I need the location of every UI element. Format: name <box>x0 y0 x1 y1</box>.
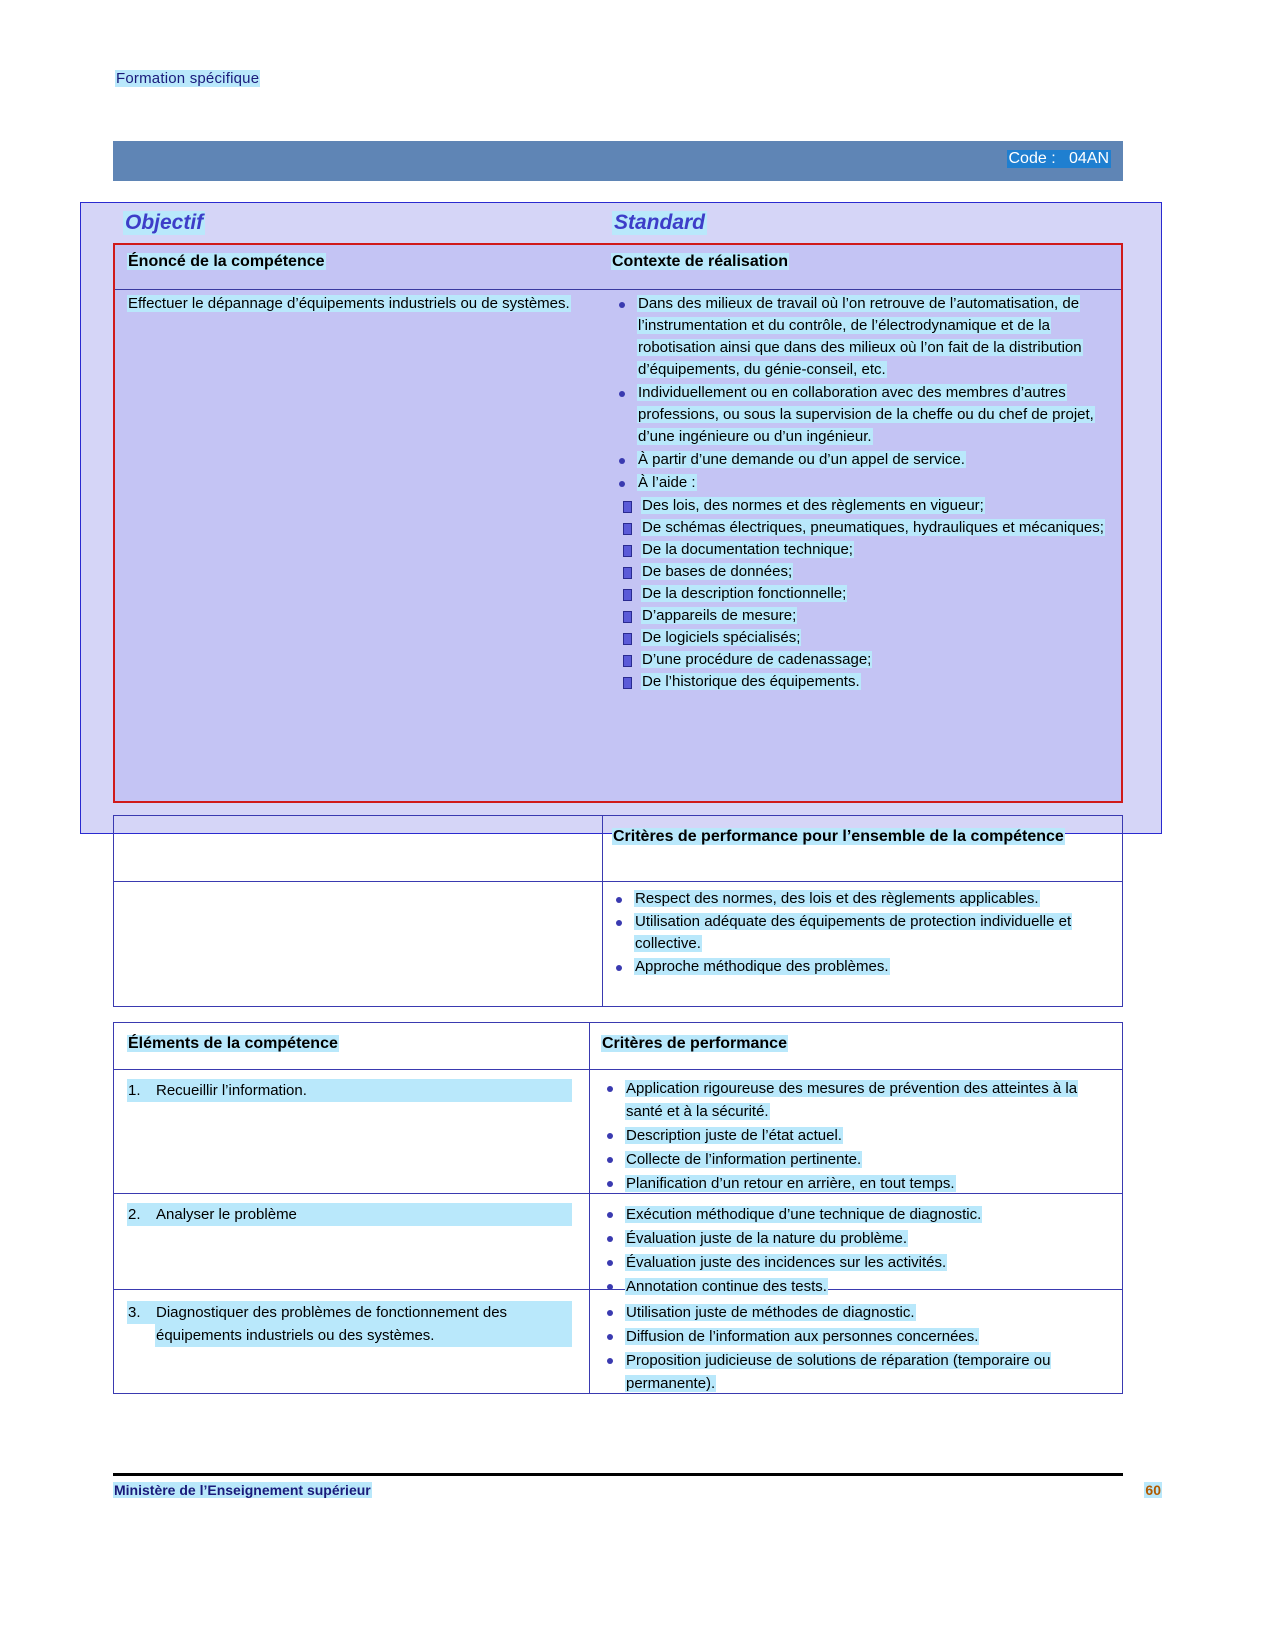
row-divider <box>114 1069 1122 1070</box>
elements-criteres-table <box>113 1022 1123 1394</box>
running-header: Formation spécifique <box>116 70 260 87</box>
list-item: Planification d’un retour en arrière, en tout temps. <box>599 1172 1114 1195</box>
list-item: Collecte de l’information pertinente. <box>599 1148 1114 1171</box>
column-divider <box>589 1023 590 1393</box>
competency-body-row <box>115 285 1121 701</box>
table-row <box>599 1301 1114 1396</box>
heading-objectif: Objectif <box>125 211 204 234</box>
criteres-ensemble-table <box>113 815 1123 1007</box>
list-item: De l’historique des équipements. <box>611 671 1113 693</box>
contexte-header-cell <box>603 245 1121 279</box>
list-item: De logiciels spécialisés; <box>611 627 1113 649</box>
list-item: Exécution méthodique d’une technique de diagnostic. <box>599 1203 1114 1226</box>
contexte-header-label: Contexte de réalisation <box>612 253 789 270</box>
table-row: 1. Recueillir l’information. <box>127 1079 577 1102</box>
criteres-ensemble-list <box>608 888 1113 979</box>
footer-ministry: Ministère de l’Enseignement supérieur <box>114 1482 371 1498</box>
criteres-ensemble-title: Critères de performance pour l’ensemble de la compétence <box>613 828 1064 845</box>
table-row: 3. Diagnostiquer des problèmes de fonctionnement des équipements industriels ou des systèmes. <box>127 1301 577 1347</box>
list-item: Évaluation juste des incidences sur les activités. <box>599 1251 1114 1274</box>
enonce-header-cell <box>115 245 603 279</box>
column-divider <box>602 816 603 1006</box>
list-item: De schémas électriques, pneumatiques, hydrauliques et mécaniques; <box>611 517 1113 539</box>
row-divider <box>114 881 1122 882</box>
elements-header: Éléments de la compétence <box>128 1035 338 1052</box>
list-item: D’une procédure de cadenassage; <box>611 649 1113 671</box>
enonce-header-label: Énoncé de la compétence <box>128 253 325 270</box>
list-item: De bases de données; <box>611 561 1113 583</box>
contexte-cell <box>603 285 1121 701</box>
list-item: Dans des milieux de travail où l’on retrouve de l’automatisation, de l’instrumentation et du contrôle, de l’électrodynamique et de la robotisation ainsi que dans des milieux où l’on fait de la distribution d’équipements, du génie-conseil, etc. <box>611 293 1113 381</box>
list-item: Individuellement ou en collaboration avec des membres d’autres professions, ou sous la supervision de la cheffe ou du chef de projet, d’une ingénieure ou d’un ingénieur. <box>611 382 1113 448</box>
list-item: Diffusion de l’information aux personnes concernées. <box>599 1325 1114 1348</box>
list-item: Application rigoureuse des mesures de prévention des atteintes à la santé et à la sécurité. <box>599 1077 1114 1123</box>
table-row <box>599 1203 1114 1299</box>
list-item: Description juste de l’état actuel. <box>599 1124 1114 1147</box>
enonce-cell <box>115 285 603 701</box>
list-item: À partir d’une demande ou d’un appel de service. <box>611 449 1113 471</box>
enonce-text: Effectuer le dépannage d’équipements industriels ou de systèmes. <box>128 295 570 312</box>
criteres-header: Critères de performance <box>602 1035 787 1052</box>
competency-table <box>113 243 1123 803</box>
list-item: De la description fonctionnelle; <box>611 583 1113 605</box>
code-bar <box>113 141 1123 181</box>
list-item: Utilisation juste de méthodes de diagnostic. <box>599 1301 1114 1324</box>
competency-code: Code : 04AN <box>1008 150 1109 167</box>
list-item: Respect des normes, des lois et des règlements applicables. <box>608 888 1113 910</box>
footer-divider <box>113 1473 1123 1476</box>
contexte-list <box>611 293 1113 494</box>
contexte-sublist <box>611 495 1113 693</box>
list-item: Des lois, des normes et des règlements en vigueur; <box>611 495 1113 517</box>
list-item: Utilisation adéquate des équipements de protection individuelle et collective. <box>608 911 1113 955</box>
heading-standard: Standard <box>614 211 706 234</box>
list-item: Évaluation juste de la nature du problème. <box>599 1227 1114 1250</box>
footer-page-number: 60 <box>1145 1482 1161 1498</box>
table-row <box>599 1077 1114 1196</box>
table-row: 2. Analyser le problème <box>127 1203 577 1226</box>
list-item: De la documentation technique; <box>611 539 1113 561</box>
list-item: Annotation continue des tests. <box>599 1275 1114 1298</box>
table-divider <box>115 289 1121 290</box>
list-item: Approche méthodique des problèmes. <box>608 956 1113 978</box>
competency-header-row <box>115 245 1121 279</box>
list-item: D’appareils de mesure; <box>611 605 1113 627</box>
list-item: À l’aide : <box>611 472 1113 494</box>
list-item: Proposition judicieuse de solutions de réparation (temporaire ou permanente). <box>599 1349 1114 1395</box>
